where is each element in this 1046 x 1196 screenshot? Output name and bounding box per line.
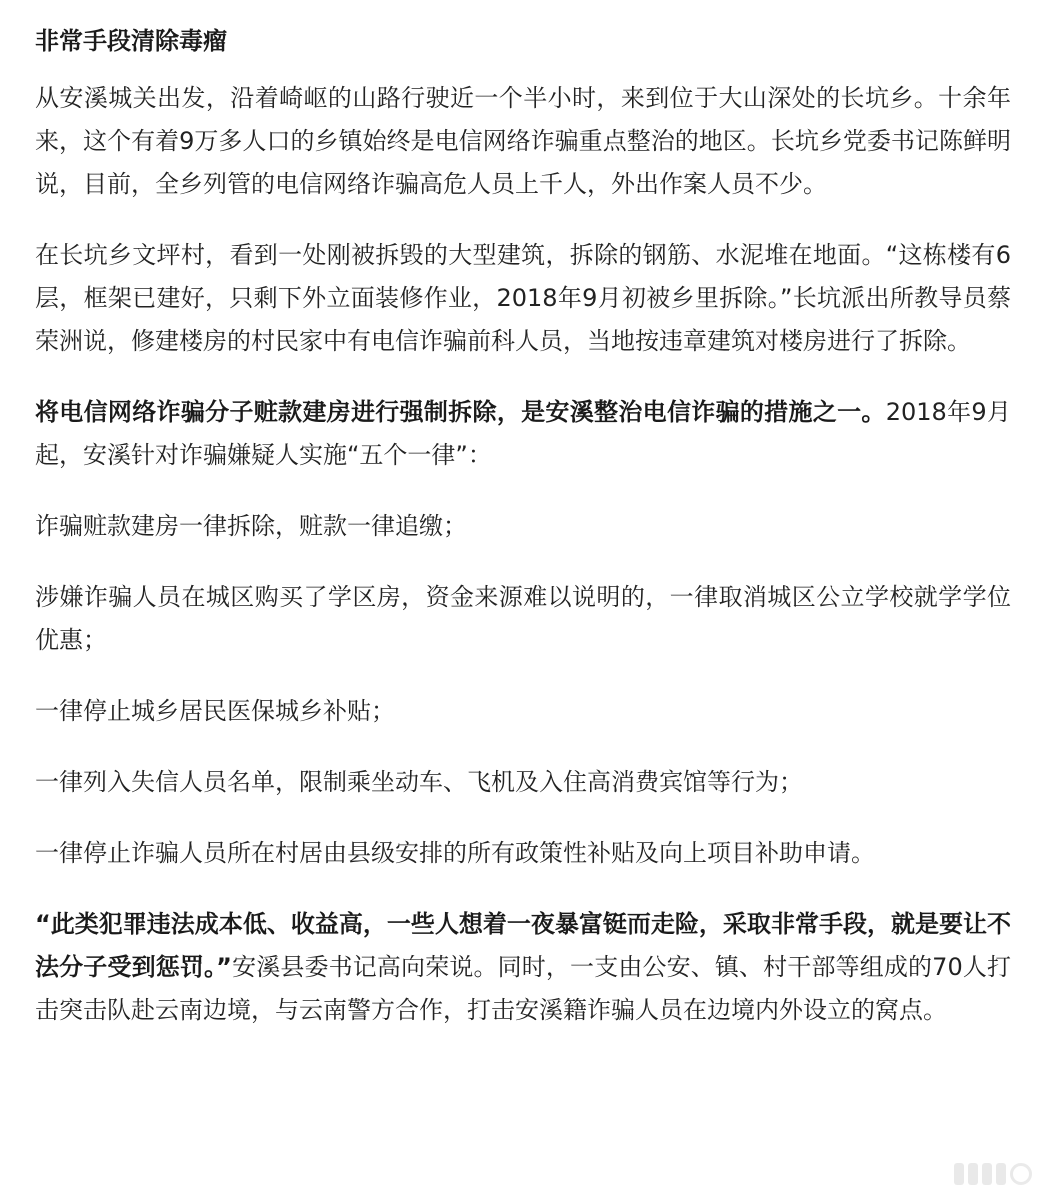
- paragraph-five-rules-bold: 将电信网络诈骗分子赃款建房进行强制拆除，是安溪整治电信诈骗的措施之一。: [35, 398, 886, 426]
- watermark-bar-icon: [968, 1163, 978, 1185]
- rule-item-subsidy-stop: 一律停止诈骗人员所在村居由县级安排的所有政策性补贴及向上项目补助申请。: [35, 839, 875, 867]
- rule-item-credit-blacklist: 一律列入失信人员名单，限制乘坐动车、飞机及入住高消费宾馆等行为；: [35, 768, 803, 796]
- rule-item-medical-insurance: 一律停止城乡居民医保城乡补贴；: [35, 697, 395, 725]
- paragraph-five-rules-rest: 2018年9月起，安溪针对诈骗嫌疑人实施“五个一律”：: [35, 398, 1011, 469]
- watermark-bar-icon: [982, 1163, 992, 1185]
- paragraph-five-rules-intro: [35, 391, 1011, 477]
- watermark-bar-icon: [996, 1163, 1006, 1185]
- paragraph-party-secretary-quote: [35, 903, 1011, 1032]
- watermark-bar-icon: [954, 1163, 964, 1185]
- rule-item-school-district: 涉嫌诈骗人员在城区购买了学区房，资金来源难以说明的，一律取消城区公立学校就学学位优惠；: [35, 583, 1011, 654]
- paragraph-changkeng-intro: 从安溪城关出发，沿着崎岖的山路行驶近一个半小时，来到位于大山深处的长坑乡。十余年来，这个有着9万多人口的乡镇始终是电信网络诈骗重点整治的地区。长坑乡党委书记陈鲜明说，目前，全乡列管的电信网络诈骗高危人员上千人，外出作案人员不少。: [35, 84, 1011, 198]
- article-body: [35, 20, 1011, 1060]
- quote-rest: 安溪县委书记高向荣说。同时，一支由公安、镇、村干部等组成的70人打击突击队赴云南边境，与云南警方合作，打击安溪籍诈骗人员在边境内外设立的窝点。: [35, 953, 1011, 1024]
- paragraph-wenping-demolition: 在长坑乡文坪村，看到一处刚被拆毁的大型建筑，拆除的钢筋、水泥堆在地面。“这栋楼有6层，框架已建好，只剩下外立面装修作业，2018年9月初被乡里拆除。”长坑派出所教导员蔡荣洲说，修建楼房的村民家中有电信诈骗前科人员，当地按违章建筑对楼房进行了拆除。: [35, 241, 1011, 355]
- watermark-circle-icon: [1010, 1163, 1032, 1185]
- quote-bold: “此类犯罪违法成本低、收益高，一些人想着一夜暴富铤而走险，采取非常手段，就是要让不法分子受到惩罚。”: [35, 910, 1011, 981]
- article-heading: 非常手段清除毒瘤: [35, 27, 227, 55]
- rule-item-demolish: 诈骗赃款建房一律拆除，赃款一律追缴；: [35, 512, 467, 540]
- watermark-logo-icon: [954, 1160, 1032, 1188]
